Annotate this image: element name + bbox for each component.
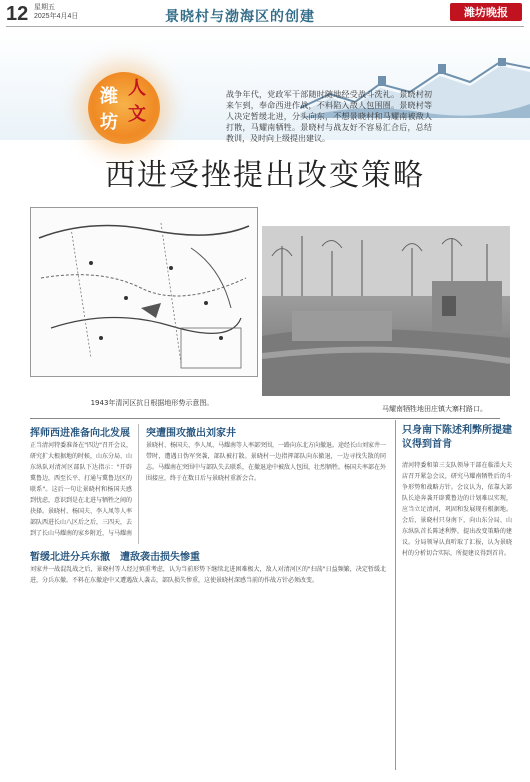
section-text-1: 正当清河特委准备在"四边"召开会议，研究扩大根据地的时候，山东分局、山东纵队对清河区部队下达指示："开辟冀鲁边，西至长平、打通与冀鲁边区的联系"。这后一句让景晓村和杨国夫感到忧虑，意识到是在北进与牺牲之间的抉择。景晓村、杨国夫、李人凤等人率部队西进长山八区后之后，三四天，去到了长山马耀南的家乡附近，与马耀南 — [30, 442, 132, 537]
section-divider — [30, 418, 500, 419]
section-heading-1: 挥师西进准备向北发展 — [30, 428, 130, 439]
intro-paragraph: 战争年代，党政军干部随时随地经受战斗洗礼。景晓村初来乍到，奉命西进作战，不料陷入敌人包围圈。景晓村等人决定暂缓北进，分头向东，不想景晓村和马耀南被敌人打散，马耀南牺牲。景晓村与战友好不容易汇合后，总结教训，及时向上级提出建议。 — [226, 90, 432, 143]
section-text-2: 景晓村、杨国夫、李人凤、马耀南等人率部突围，一路向东北方向撤退。途经长山刘家井一带时，遭遇日伪军突袭，部队被打散。景晓村一边指挥部队向东撤退，一边寻找失散的同志。马耀南在突围中与部队失去联系，在撤退途中被敌人包围，壮烈牺牲。杨国夫率部在外围接应，终于在数日后与景晓村重新会合。 — [146, 442, 386, 482]
seal-char-4: 文 — [128, 104, 146, 125]
page-date — [34, 3, 78, 21]
memorial-site-photo — [262, 226, 510, 396]
weekday: 星期五 — [34, 4, 55, 11]
page-number: 12 — [6, 3, 29, 25]
section-heading-2: 突遭围攻撤出刘家井 — [146, 428, 236, 439]
banner — [0, 28, 530, 143]
newspaper-logo: 潍坊晚报 — [450, 3, 522, 21]
page-section-title: 景晓村与渤海区的创建 — [165, 9, 315, 25]
situation-map — [30, 207, 258, 377]
section-heading-3: 暂缓北进分兵东撤 遭敌袭击损失惨重 — [30, 552, 200, 563]
date: 2025年4月4日 — [34, 13, 79, 20]
column-seal — [88, 72, 160, 144]
map-drawing — [31, 208, 257, 376]
section-heading-4: 只身南下陈述利弊所提建议得到首肯 — [402, 425, 512, 450]
sidebar-column — [395, 420, 513, 770]
section-text-4: 清河特委和第三支队领导干部在临淄大夫店召开紧急会议，研究马耀南牺牲后的斗争形势和战略方针。会议认为，依靠大部队长途奔袭开辟冀鲁边的计划难以实现，应当立足清河，巩固和发展现有根据地。会后，景晓村只身南下，向山东分局、山东纵队首长陈述利弊，提出改变策略的建议。分局领导认真听取了汇报，认为景晓村的分析切合实际，所提建议得到首肯。 — [402, 462, 512, 557]
seal-char-1: 潍 — [100, 86, 118, 107]
photo-caption: 马耀南牺牲地田庄镇大寨村路口。 — [382, 405, 487, 413]
column-divider — [138, 424, 139, 544]
page-header — [0, 0, 530, 26]
map-caption: 1943年清河区抗日根据地形势示意图。 — [90, 399, 214, 407]
seal-char-2: 坊 — [100, 112, 118, 133]
headline: 西进受挫提出改变策略 — [105, 158, 425, 193]
seal-char-3: 人 — [128, 78, 146, 99]
header-divider — [6, 26, 524, 27]
section-text-3: 刘家井一战混乱战之后，景晓村等人经过慎重考虑，认为当前形势下继续北进困难极大，敌人对清河区的"扫荡"日益频繁，决定暂缓北进，分兵东撤。不料在东撤途中又遭遇敌人袭击，部队损失惨重，这使景晓村深感当前的作战方针必须改变。 — [30, 566, 386, 584]
photo-scene — [262, 226, 510, 396]
